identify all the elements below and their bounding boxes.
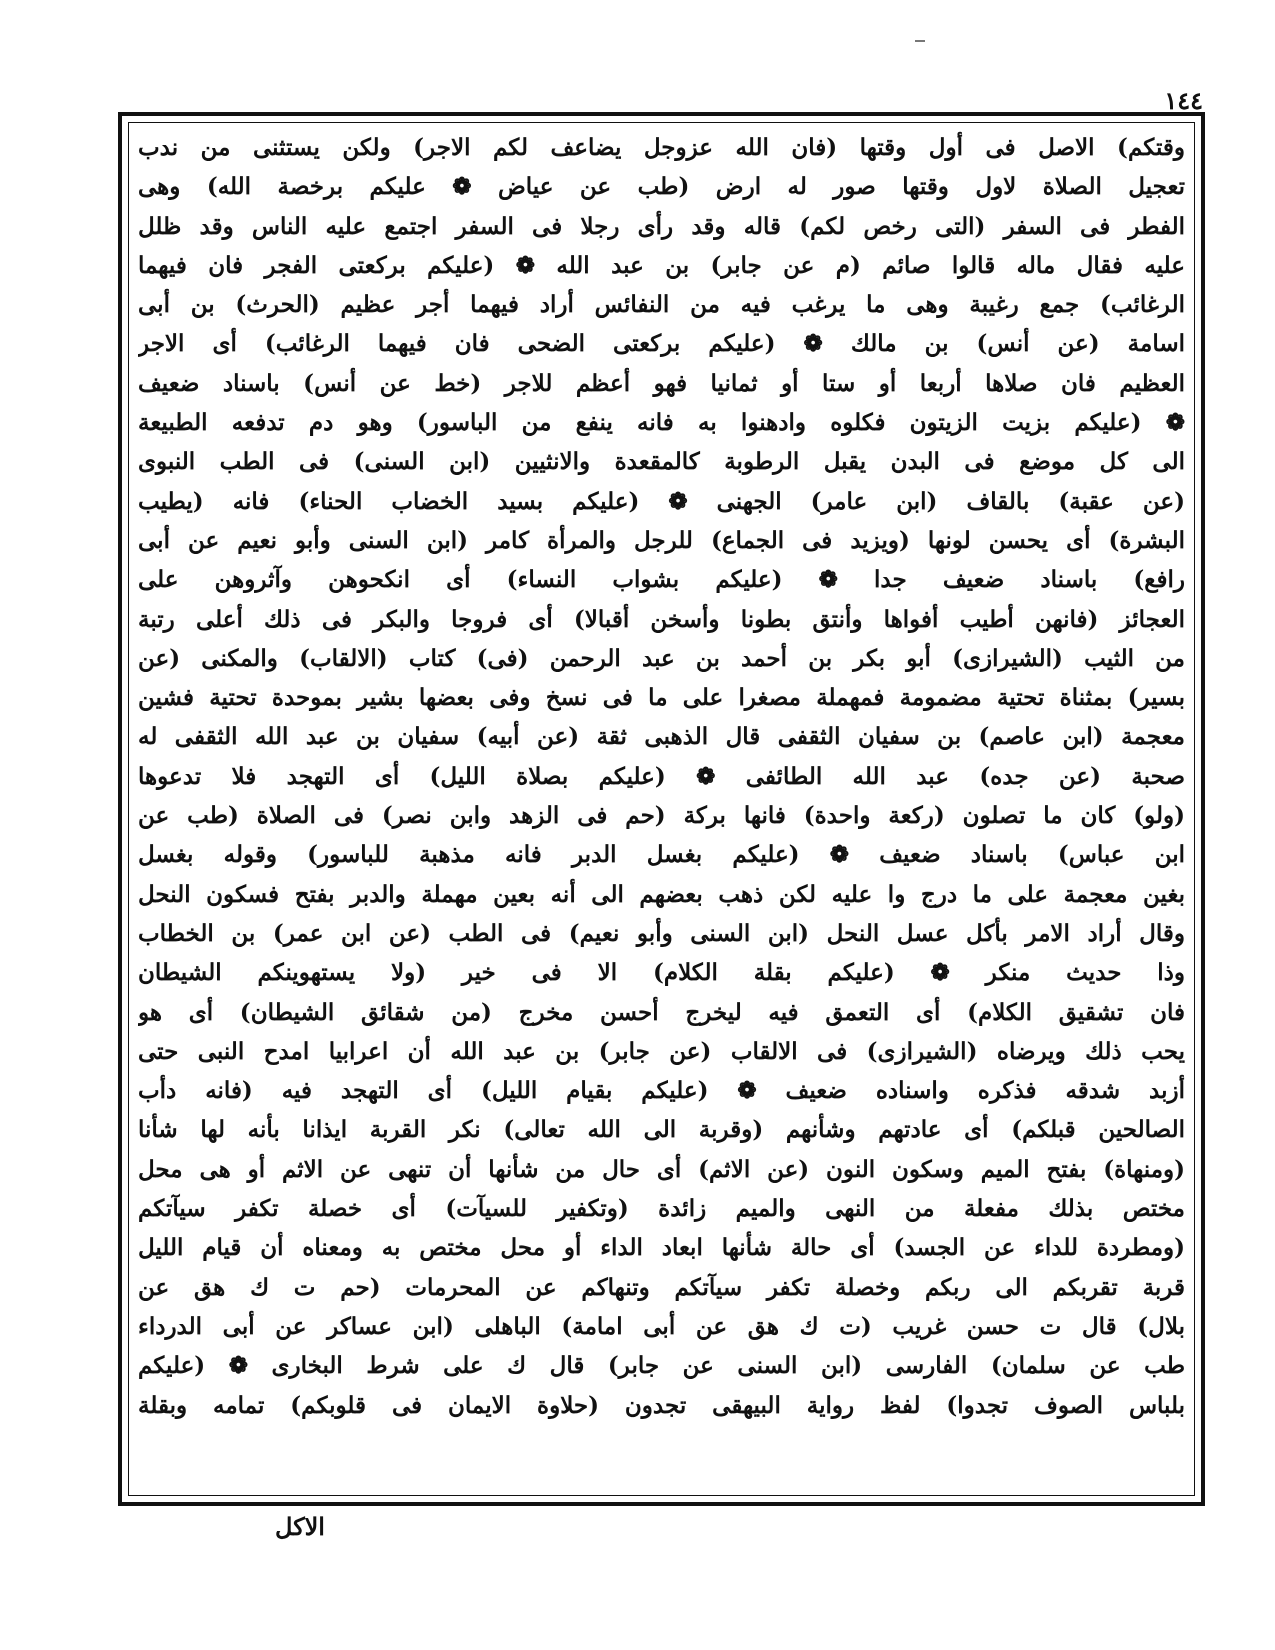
text-line: العجائز (فانهن أطيب أفواها وأنتق بطونا وأسخن أقبالا) أى فروجا والبكر فى ذلك أعلى رتبة <box>138 605 1185 633</box>
text-line: العظيم فان صلاها أربعا أو ستا أو ثمانيا فهو أعظم للاجر (خط عن أنس) باسناد ضعيف <box>138 369 1185 397</box>
text-line: ❁ (عليكم بزيت الزيتون فكلوه وادهنوا به فانه ينفع من الباسور) وهو دم تدفعه الطبيعة <box>138 409 1185 437</box>
text-line: قربة تقربكم الى ربكم وخصلة تكفر سيآتكم وتنهاكم عن المحرمات (حم ت ك هق عن <box>138 1273 1185 1301</box>
text-line: تعجيل الصلاة لاول وقتها صور له ارض (طب عن عياض ❁ عليكم برخصة الله) وهى <box>138 173 1185 201</box>
text-line: (ومنهاة) بفتح الميم وسكون النون (عن الاثم) أى حال من شأنها أن تنهى عن الاثم أو هى محل <box>138 1155 1185 1183</box>
text-line: فان تشقيق الكلام) أى التعمق فيه ليخرج أحسن مخرج (من شقائق الشيطان) أى هو <box>138 998 1185 1026</box>
text-line: (ومطردة للداء عن الجسد) أى حالة شأنها ابعاد الداء أو محل مختص به ومعناه أن قيام الليل <box>138 1234 1185 1262</box>
text-line: مختص بذلك مفعلة من النهى والميم زائدة (وتكفير للسيآت) أى خصلة تكفر سيآتكم <box>138 1195 1185 1223</box>
text-line: الصالحين قبلكم) أى عادتهم وشأنهم (وقربة الى الله تعالى) نكر القربة ايذانا بأنه لها شأنا <box>138 1116 1185 1144</box>
text-line: بلباس الصوف تجدوا) لفظ رواية البيهقى تجدون (حلاوة الايمان فى قلوبكم) تمامه وبقلة <box>138 1391 1185 1419</box>
text-line: (عن عقبة) بالقاف (ابن عامر) الجهنى ❁ (عليكم بسيد الخضاب الحناء) فانه (يطيب <box>138 487 1185 515</box>
text-line: الرغائب) جمع رغيبة وهى ما يرغب فيه من النفائس أراد فيهما أجر عظيم (الحرث) بن أبى <box>138 291 1185 319</box>
text-line: وقتكم) الاصل فى أول وقتها (فان الله عزوجل يضاعف لكم الاجر) ولكن يستثنى من ندب <box>138 134 1185 161</box>
catchword: الاكل <box>275 1512 325 1541</box>
text-line: اسامة (عن أنس) بن مالك ❁ (عليكم بركعتى الضحى فان فيهما الرغائب) أى الاجر <box>138 330 1185 358</box>
text-line: (ولو) كان ما تصلون (ركعة واحدة) فانها بركة (حم فى الزهد وابن نصر) فى الصلاة (طب عن <box>138 802 1185 830</box>
text-line: يحب ذلك ويرضاه (الشيرازى) فى الالقاب (عن جابر) بن عبد الله أن اعرابيا امدح النبى حتى <box>138 1037 1185 1065</box>
text-line: بسير) بمثناة تحتية مضمومة فمهملة مصغرا على ما فى نسخ وفى بعضها بشير بموحدة تحتية فشين <box>138 684 1185 712</box>
text-line: صحبة (عن جده) عبد الله الطائفى ❁ (عليكم بصلاة الليل) أى التهجد فلا تدعوها <box>138 762 1185 790</box>
text-line: وذا حديث منكر ❁ (عليكم بقلة الكلام) الا فى خير (ولا يستهوينكم الشيطان <box>138 959 1185 987</box>
text-line: من الثيب (الشيرازى) أبو بكر بن أحمد بن عبد الرحمن (فى) كتاب (الالقاب) والمكنى (عن <box>138 644 1185 672</box>
text-line: عليه فقال ماله قالوا صائم (م عن جابر) بن عبد الله ❁ (عليكم بركعتى الفجر فان فيهما <box>138 251 1185 279</box>
page-number: ١٤٤ <box>1164 86 1203 115</box>
text-line: رافع) باسناد ضعيف جدا ❁ (عليكم بشواب النساء) أى انكحوهن وآثروهن على <box>138 566 1185 594</box>
text-line: ابن عباس) باسناد ضعيف ❁ (عليكم بغسل الدبر فانه مذهبة للباسور) وقوله بغسل <box>138 841 1185 869</box>
text-line: الفطر فى السفر (التى رخص لكم) قاله وقد رأى رجلا فى السفر اجتمع عليه الناس وقد ظلل <box>138 212 1185 240</box>
text-line: الى كل موضع فى البدن يقبل الرطوبة كالمقعدة والانثيين (ابن السنى) فى الطب النبوى <box>138 448 1185 476</box>
text-line: أزبد شدقه فذكره واسناده ضعيف ❁ (عليكم بقيام الليل) أى التهجد فيه (فانه دأب <box>138 1077 1185 1105</box>
main-text-block <box>138 128 1185 1490</box>
text-line: وقال أراد الامر بأكل عسل النحل (ابن السنى وأبو نعيم) فى الطب (عن ابن عمر) بن الخطاب <box>138 919 1185 947</box>
text-line: طب عن سلمان) الفارسى (ابن السنى عن جابر) قال ك على شرط البخارى ❁ (عليكم <box>138 1352 1185 1380</box>
text-line: بغين معجمة على ما درج وا عليه لكن ذهب بعضهم الى أنه بعين مهملة والدبر بفتح فسكون النحل <box>138 880 1185 908</box>
text-line: البشرة) أى يحسن لونها (ويزيد فى الجماع) للرجل والمرأة كامر (ابن السنى وأبو نعيم عن أبى <box>138 526 1185 554</box>
scan-mark <box>915 40 925 42</box>
text-line: معجمة (ابن عاصم) بن سفيان الثقفى قال الذهبى ثقة (عن أبيه) سفيان بن عبد الله الثقفى له <box>138 723 1185 751</box>
text-line: بلال) قال ت حسن غريب (ت ك هق عن أبى امامة) الباهلى (ابن عساكر عن أبى الدرداء <box>138 1312 1185 1340</box>
